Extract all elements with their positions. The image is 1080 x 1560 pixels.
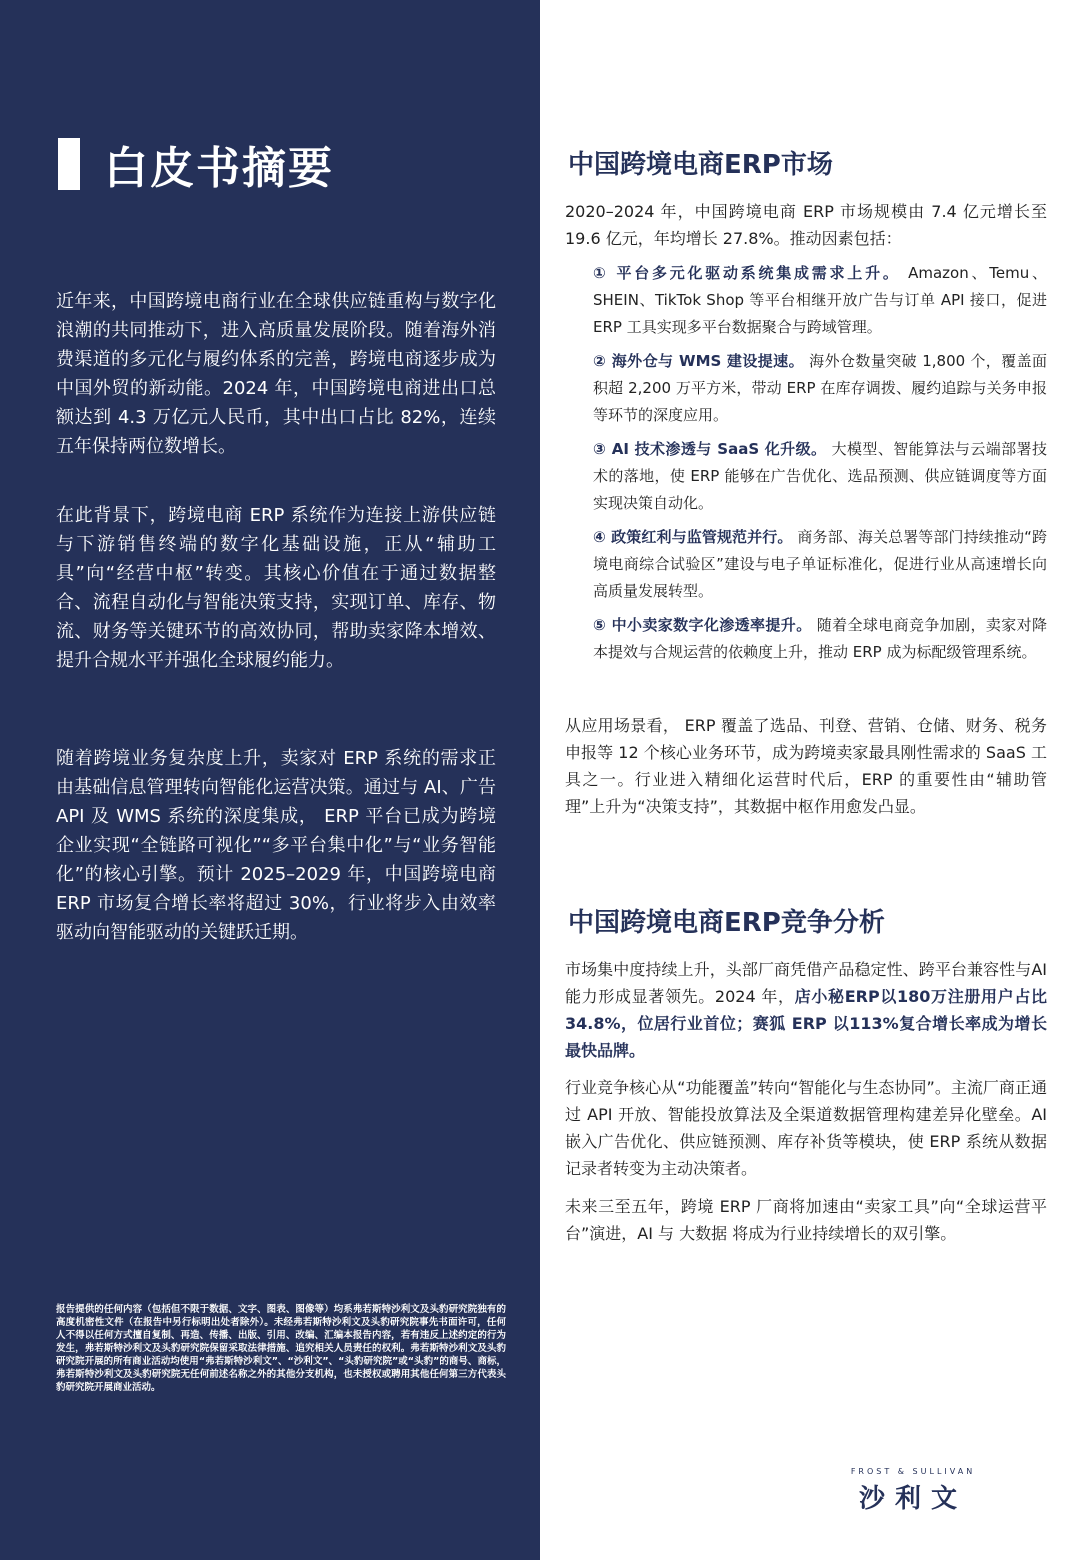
summary-paragraph-3: 随着跨境业务复杂度上升，卖家对 ERP 系统的需求正由基础信息管理转向智能化运营决策。通过与 AI、广告 API 及 WMS 系统的深度集成， ERP 平台已成为跨境企业实现“全链路可视化”“多平台集中化”与“业务智能化”的核心引擎。预计 2025–2029 年，中国跨境电商 ERP 市场复合增长率将超过 30%，行业将步入由效率驱动向智能驱动的关键跃迁期。: [56, 748, 496, 943]
market-intro: 2020–2024 年，中国跨境电商 ERP 市场规模由 7.4 亿元增长至 19.6 亿元，年均增长 27.8%。推动因素包括：: [565, 202, 1047, 248]
competition-highlight: 店小秘ERP以180万注册用户占比 34.8%，位居行业首位；赛狐 ERP 以113%复合增长率成为增长最快品牌。: [565, 987, 1047, 1060]
competition-paragraph-2: 行业竞争核心从“功能覆盖”转向“智能化与生态协同”。主流厂商正通过 API 开放、智能投放算法及全渠道数据管理构建差异化壁垒。AI 嵌入广告优化、供应链预测、库存补货等模块，使 ERP 系统从数据记录者转变为主动决策者。: [565, 1078, 1047, 1178]
market-outro: 从应用场景看， ERP 覆盖了选品、刊登、营销、仓储、财务、税务申报等 12 个核心业务环节，成为跨境卖家最具刚性需求的 SaaS 工具之一。行业进入精细化运营时代后，ERP 的重要性由“辅助管理”上升为“决策支持”，其数据中枢作用愈发凸显。: [565, 716, 1047, 816]
driver-lead: ③ AI 技术渗透与 SaaS 化升级。: [593, 440, 827, 458]
driver-item: [593, 260, 1047, 341]
driver-text: 大模型、智能算法与云端部署技术的落地，使 ERP 能够在广告优化、选品预测、供应链调度等方面实现决策自动化。: [593, 440, 1047, 512]
competition-paragraph-1: [565, 956, 1047, 1064]
driver-text: Amazon、Temu、SHEIN、TikTok Shop 等平台相继开放广告与订单 API 接口，促进 ERP 工具实现多平台数据聚合与跨域管理。: [593, 264, 1047, 336]
section-title-competition: 中国跨境电商ERP竞争分析: [568, 908, 885, 938]
page-title: 白皮书摘要: [104, 143, 334, 194]
driver-text: 海外仓数量突破 1,800 个，覆盖面积超 2,200 万平方米，带动 ERP 在库存调拨、履约追踪与关务申报等环节的深度应用。: [593, 352, 1047, 424]
driver-text: 商务部、海关总署等部门持续推动“跨境电商综合试验区”建设与电子单证标准化，促进行业从高速增长向高质量发展转型。: [593, 528, 1047, 600]
competition-text: 市场集中度持续上升，头部厂商凭借产品稳定性、跨平台兼容性与AI能力形成显著领先。2024 年，: [565, 960, 1047, 1006]
competition-paragraph-3: 未来三至五年，跨境 ERP 厂商将加速由“卖家工具”向“全球运营平台”演进，AI 与 大数据 将成为行业持续增长的双引擎。: [565, 1197, 1047, 1243]
driver-item: [593, 436, 1047, 517]
disclaimer-text: 报告提供的任何内容（包括但不限于数据、文字、图表、图像等）均系弗若斯特沙利文及头豹研究院独有的高度机密性文件（在报告中另行标明出处者除外）。未经弗若斯特沙利文及头豹研究院事先书面许可，任何人不得以任何方式擅自复制、再造、传播、出版、引用、改编、汇编本报告内容，若有违反上述约定的行为发生，弗若斯特沙利文及头豹研究院保留采取法律措施、追究相关人员责任的权利。弗若斯特沙利文及头豹研究院开展的所有商业活动均使用“弗若斯特沙利文”、“沙利文”、“头豹研究院”或“头豹”的商号、商标，弗若斯特沙利文及头豹研究院无任何前述名称之外的其他分支机构，也未授权或聘用其他任何第三方代表头豹研究院开展商业活动。: [56, 1304, 506, 1393]
driver-lead: ① 平台多元化驱动系统集成需求上升。: [593, 264, 901, 282]
driver-lead: ④ 政策红利与监管规范并行。: [593, 528, 793, 546]
driver-item: [593, 612, 1047, 666]
driver-lead: ⑤ 中小卖家数字化渗透率提升。: [593, 616, 812, 634]
title-accent-bar: [58, 138, 80, 190]
right-panel: [540, 0, 1080, 1560]
title-block: [58, 132, 334, 196]
driver-lead: ② 海外仓与 WMS 建设提速。: [593, 352, 804, 370]
section-title-market: 中国跨境电商ERP市场: [568, 150, 833, 180]
summary-paragraph-2: 在此背景下，跨境电商 ERP 系统作为连接上游供应链与下游销售终端的数字化基础设施，正从“辅助工具”向“经营中枢”转变。其核心价值在于通过数据整合、流程自动化与智能决策支持，实现订单、库存、物流、财务等关键环节的高效协同，帮助卖家降本增效、提升合规水平并强化全球履约能力。: [56, 505, 496, 671]
summary-paragraph-1: 近年来，中国跨境电商行业在全球供应链重构与数字化浪潮的共同推动下，进入高质量发展阶段。随着海外消费渠道的多元化与履约体系的完善，跨境电商逐步成为中国外贸的新动能。2024 年，中国跨境电商进出口总额达到 4.3 万亿元人民币，其中出口占比 82%，连续五年保持两位数增长。: [56, 291, 496, 457]
driver-list: [593, 260, 1047, 673]
driver-item: [593, 524, 1047, 605]
logo-english-text: FROST & SULLIVAN: [850, 1467, 976, 1476]
frost-sullivan-logo: [838, 1467, 988, 1515]
logo-chinese-text: 沙利文: [858, 1484, 967, 1514]
driver-text: 随着全球电商竞争加剧，卖家对降本提效与合规运营的依赖度上升，推动 ERP 成为标配级管理系统。: [593, 616, 1047, 661]
driver-item: [593, 348, 1047, 429]
